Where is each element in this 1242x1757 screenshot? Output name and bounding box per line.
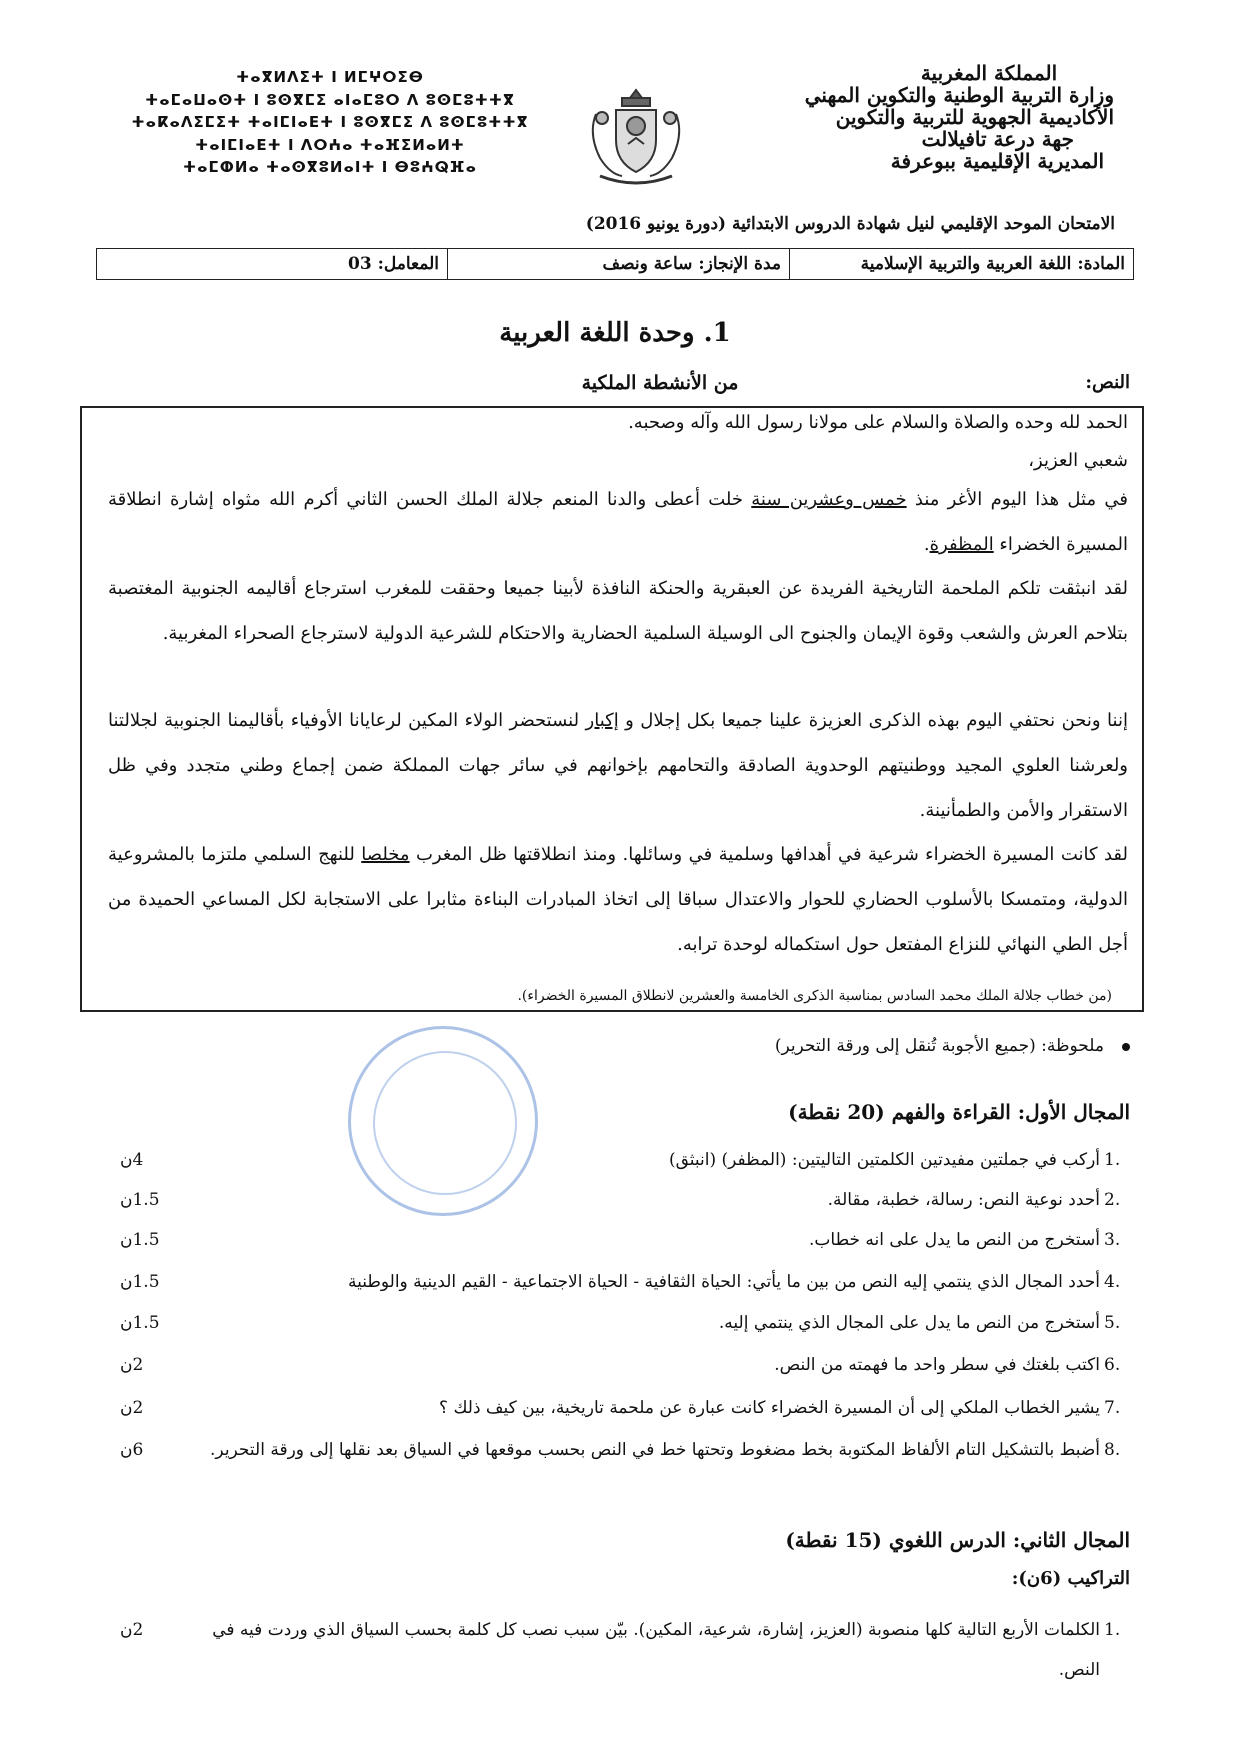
question-points: 1.5ن: [120, 1272, 160, 1292]
question-points: 4ن: [120, 1150, 144, 1170]
question-text: أستخرج من النص ما يدل على انه خطاب.: [808, 1230, 1100, 1250]
exam-info-row: [96, 248, 1134, 280]
passage-box: [80, 406, 1144, 1012]
section1-title: المجال الأول: القراءة والفهم (20 نقطة): [788, 1100, 1130, 1124]
directorate-name: المديرية الإقليمية ببوعرفة: [890, 149, 1104, 173]
question-number: 6.: [1104, 1355, 1121, 1375]
question-text: أحدد المجال الذي ينتمي إليه النص من بين ما يأتي: الحياة الثقافية - الحياة الاجتماعية - القيم الدينية والوطنية: [347, 1272, 1100, 1292]
question-row: [120, 1180, 1130, 1220]
passage-paragraph: لقد انبثقت تلكم الملحمة التاريخية الفريدة عن العبقرية والحنكة النافذة لأبينا جميعا وحققت للمغرب استرجاع أقاليمه الجنوبية المغتصبة بتلاحم العرش والشعب وقوة الإيمان والجنوح الى الوسيلة السلمية الحضارية والاحتكام للشرعية الدولية لاسترجاع الصحراء المغربية.: [108, 578, 1128, 644]
question-points: 2ن: [120, 1398, 144, 1418]
text-span: إننا ونحن نحتفي اليوم بهذه الذكرى العزيزة علينا جميعا بكل إجلال و: [618, 710, 1128, 731]
question-row: [120, 1303, 1130, 1343]
question-points: 1.5ن: [120, 1313, 160, 1333]
question-number: 1.: [1104, 1150, 1121, 1170]
section2-subtitle: التراكيب (6ن):: [1011, 1568, 1130, 1589]
question-row: [120, 1430, 1130, 1510]
bullet-icon: [1122, 1043, 1130, 1051]
question-text: أحدد نوعية النص: رسالة، خطبة، مقالة.: [827, 1190, 1100, 1210]
question-points: 1.5ن: [120, 1190, 160, 1210]
tifinagh-line: ⵜⴰⴽⴰⴷⵉⵎⵉⵜ ⵜⴰⵏⵎⵏⴰⴹⵜ ⵏ ⵓⵙⴳⵎⵉ ⴷ ⵓⵙⵎⵓⵜⵜⴳ: [131, 113, 529, 131]
passage-paragraph: [108, 832, 1128, 967]
question-points: 2ن: [120, 1355, 144, 1375]
question-row: [120, 1262, 1130, 1302]
question-number: 2.: [1104, 1190, 1121, 1210]
question-points: 2ن: [120, 1620, 144, 1640]
text-span: .: [923, 534, 930, 555]
question-number: 1.: [1104, 1620, 1121, 1640]
question-text: اكتب بلغتك في سطر واحد ما فهمته من النص.: [774, 1355, 1100, 1375]
text-label: النص:: [1085, 372, 1130, 393]
section2-title: المجال الثاني: الدرس اللغوي (15 نقطة): [785, 1528, 1130, 1552]
question-text: الكلمات الأربع التالية كلها منصوبة (العزيز، إشارة، شرعية، المكين). بيّن سبب نصب كل كلمة بحسب السياق الذي وردت فيه في النص.: [212, 1620, 1100, 1680]
note-line: [775, 1036, 1130, 1056]
question-number: 3.: [1104, 1230, 1121, 1250]
ministry-name: وزارة التربية الوطنية والتكوين المهني: [804, 83, 1114, 107]
underlined-word: المظفرة: [929, 534, 994, 555]
coefficient-cell: المعامل: 03: [348, 254, 439, 274]
question-number: 8.: [1104, 1440, 1121, 1460]
duration-cell: مدة الإنجاز: ساعة ونصف: [447, 249, 789, 279]
question-number: 5.: [1104, 1313, 1121, 1333]
question-text: أستخرج من النص ما يدل على المجال الذي ينتمي إليه.: [718, 1313, 1100, 1333]
question-number: 4.: [1104, 1272, 1121, 1292]
kingdom-name: المملكة المغربية: [920, 61, 1058, 85]
question-points: 1.5ن: [120, 1230, 160, 1250]
text-span: لنستحضر الولاء المكين لرعايانا الأوفياء بأقاليمنا الجنوبية لجلالتنا ولعرشنا العلوي المجيد ووطنيتهم الوحدوية الصادقة والتحامهم بإخوانهم في سائر جهات المملكة ضمن إجماع وطني متجدد وفي ظل الاستقرار والأمن والطمأنينة.: [108, 710, 1128, 821]
tifinagh-line: ⵜⴰⴳⵍⴷⵉⵜ ⵏ ⵍⵎⵖⵔⵉⴱ: [236, 68, 424, 86]
note-text: ملحوظة: (جميع الأجوبة تُنقل إلى ورقة التحرير): [774, 1036, 1104, 1056]
passage-paragraph: الحمد لله وحده والصلاة والسلام على مولانا رسول الله وآله وصحبه.: [628, 412, 1128, 433]
question-row: [120, 1388, 1130, 1428]
unit-title: 1. وحدة اللغة العربية: [499, 318, 731, 348]
passage-paragraph: [108, 477, 1128, 567]
underlined-word: إكبار: [585, 710, 619, 731]
academy-name: الأكاديمية الجهوية للتربية والتكوين: [835, 105, 1114, 129]
region-name: جهة درعة تافيلالت: [921, 127, 1074, 151]
header-arabic: [694, 62, 1114, 172]
royal-emblem-icon: [578, 84, 694, 194]
text-span: للنهج السلمي ملتزما بالمشروعية الدولية، ومتمسكا بالأسلوب الحضاري للحوار والاعتدال سباقا إلى اتخاذ المبادرات البناءة مثابرا على الاستجابة لكل المساعي الحميدة من أجل الطي النهائي للنزاع المفتعل حول استكماله لوحدة ترابه.: [108, 844, 1128, 955]
tifinagh-line: ⵜⴰⵏⵎⵏⴰⴹⵜ ⵏ ⴷⵔⵄⴰ ⵜⴰⴼⵉⵍⴰⵍⵜ: [195, 135, 465, 154]
subject-cell: المادة: اللغة العربية والتربية الإسلامية: [789, 249, 1133, 279]
text-title: من الأنشطة الملكية: [581, 372, 739, 394]
question-points: 6ن: [120, 1440, 144, 1460]
question-text: أضبط بالتشكيل التام الألفاظ المكتوبة بخط مضغوط وتحتها خط في النص بحسب موقعها في السياق بعد نقلها إلى ورقة التحرير.: [210, 1440, 1100, 1460]
question-row: [120, 1220, 1130, 1260]
question-row: [120, 1345, 1130, 1385]
underlined-word: مخلصا: [361, 844, 410, 865]
passage-paragraph: [108, 698, 1128, 833]
text-span: خلت أعطى والدنا المنعم جلالة الملك الحسن الثاني أكرم الله مثواه إشارة انطلاقة المسيرة الخضراء: [108, 489, 1128, 555]
passage-paragraph: شعبي العزيز،: [1028, 450, 1128, 471]
text-span: لقد كانت المسيرة الخضراء شرعية في أهدافها وسلمية في وسائلها. ومنذ انطلاقتها ظل المغرب: [409, 844, 1128, 865]
exam-title: الامتحان الموحد الإقليمي لنيل شهادة الدروس الابتدائية (دورة يونيو 2016): [585, 214, 1115, 234]
text-span: في مثل هذا اليوم الأغر منذ: [906, 489, 1129, 510]
question-row: [120, 1610, 1130, 1690]
question-text: أركب في جملتين مفيدتين الكلمتين التاليتين: (المظفر) (انبثق): [668, 1150, 1100, 1170]
header-tifinagh: [120, 66, 540, 179]
passage-source: (من خطاب جلالة الملك محمد السادس بمناسبة الذكرى الخامسة والعشرين لانطلاق المسيرة الخضراء).: [517, 988, 1112, 1004]
question-text: يشير الخطاب الملكي إلى أن المسيرة الخضراء كانت عبارة عن ملحمة تاريخية، بين كيف ذلك ؟: [439, 1398, 1100, 1418]
question-row: [120, 1140, 1130, 1180]
tifinagh-line: ⵜⴰⵎⴰⵡⴰⵙⵜ ⵏ ⵓⵙⴳⵎⵉ ⴰⵏⴰⵎⵓⵔ ⴷ ⵓⵙⵎⵓⵜⵜⴳ: [145, 90, 515, 109]
question-number: 7.: [1104, 1398, 1121, 1418]
underlined-word: خمس وعشرين سنة: [751, 489, 907, 510]
tifinagh-line: ⵜⴰⵎⵀⵍⴰ ⵜⴰⵙⴳⵓⵍⴰⵏⵜ ⵏ ⴱⵓⵄⵕⴼⴰ: [183, 158, 477, 176]
